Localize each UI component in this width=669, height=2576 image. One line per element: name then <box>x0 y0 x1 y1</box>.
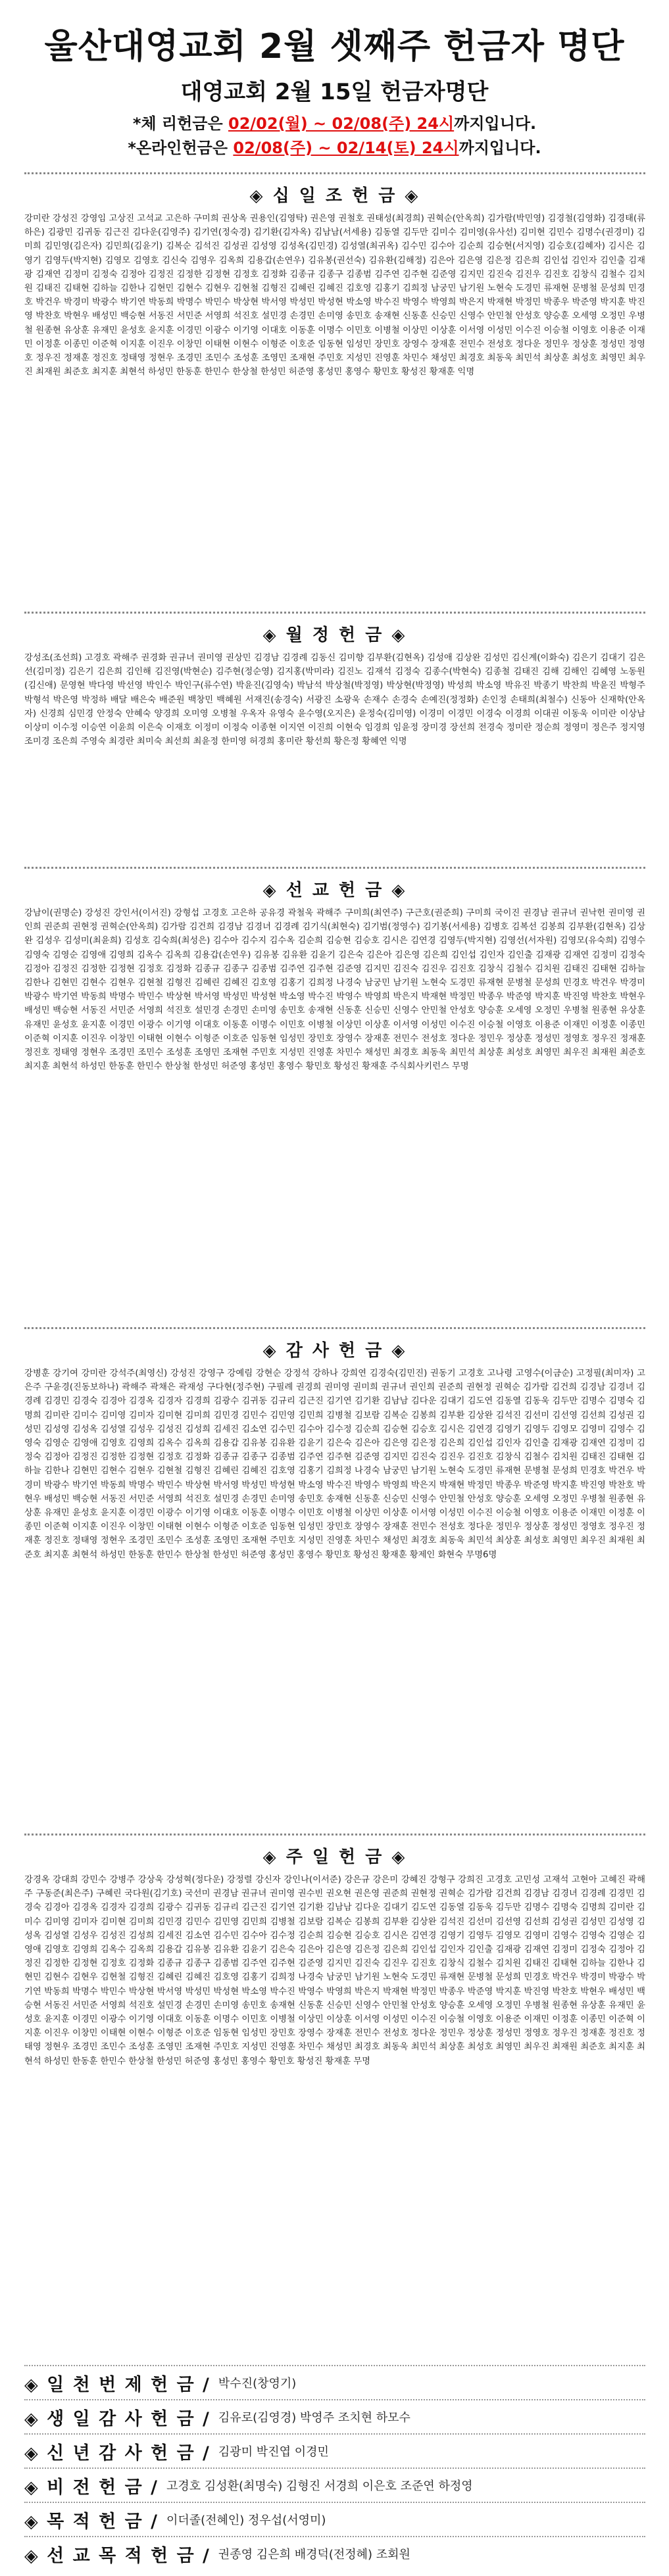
section-monthly <box>24 612 645 887</box>
summary-label: ◈ 선 교 목 적 헌 금 / <box>24 2545 211 2566</box>
section-divider <box>24 1834 645 1835</box>
section-names: 강미란 강성진 강영임 고상진 고석교 고은하 구미희 권상옥 권용인(김영탁) 권은영 권철호 권태성(최경희) 권혁순(안옥희) 김가람(박민영) 김경철(김영화) 김경태(류하은) 김광민 김귀동 김근진 김다운(김영주) 김기연(정숙경) 김기환(김자옥) 김남남(서세용) 김동열 김두만 김미수 김미영(유사선) 김미현 김민수 김명수(권경미) 김미희 김민영(김은자) 김민희(김윤기) 김복순 김석진 김성권 김성영 김성옥(김민경) 김성열(최귀옥) 김수민 김수아 김순희 김승현(서지영) 김승호(김혜자) 김시은 김영기 김영두(박지현) 김영모 김영호 김신숙 김영우 김옥희 김용갑(손연우) 김유봉(권선숙) 김유환(김해정) 김은아 김은영 김은정 김은희 김인섭 김인자 김인출 김재광 김재연 김정미 김정숙 김정아 김정진 김정한 김정현 김정호 김정화 김종규 김종구 김종범 김주연 김주현 김준영 김지민 김진숙 김진우 김진호 김창식 김철수 김치원 김태진 김태현 김하늘 김한나 김현민 김현수 김현우 김현철 김형진 김혜린 김혜진 김호영 김홍기 김희정 남궁민 남기원 노현숙 도경민 류재현 문병철 문성희 민경호 박건우 박경미 박광수 박기연 박동희 박명수 박민수 박상현 박서영 박성민 박성현 박소영 박수진 박영수 박영희 박은지 박재현 박정민 박종우 박준영 박지훈 박진영 박찬호 박현우 배성민 백승현 서동진 서민준 서영희 석진호 설민경 손경민 손미영 송민호 송재현 신동훈 신승민 신영수 안민철 안성호 양승훈 오세영 오정민 우병철 원종현 유상훈 유재민 윤성호 윤지훈 이경민 이광수 이기영 이대호 이동훈 이명수 이민호 이병철 이상민 이상훈 이서영 이성민 이수진 이승철 이영호 이용준 이재민 이정훈 이종민 이준혁 이지훈 이진우 이창민 이태현 이현수 이형준 이호준 임동현 임성민 장민호 장영수 장재훈 전민수 전성호 정다운 정민우 정상훈 정성민 정영호 정우진 정재훈 정진호 정태영 정현우 조경민 조민수 조성훈 조영민 조재현 주민호 지성민 진영훈 차민수 채성민 최경호 최동욱 최민석 최상훈 최성호 최영민 최우진 최재원 최준호 최지훈 최현석 하성민 한동훈 한민수 한상철 한성민 허준영 홍성민 홍영수 황민호 황성진 황재훈 익명 <box>24 214 645 377</box>
summary-label: ◈ 생 일 감 사 헌 금 / <box>24 2408 211 2429</box>
summary-names: 박수진(창영기) <box>218 2377 297 2391</box>
summary-row <box>24 2433 645 2467</box>
summary-names: 김유로(김영경) 박영주 조치현 하모수 <box>218 2411 410 2425</box>
summary-row <box>24 2467 645 2502</box>
section-names: 강남이(권명순) 강성진 강인서(이서진) 강형섭 고경호 고은하 공유경 곽철욱 곽해주 구미희(최연주) 구근호(권준희) 구미희 국이진 권경남 권규녀 권낙헌 권미영 권인희 권준희 권현정 권혁순(안옥희) 김가람 김건희 김경남 김경녀 김경례 김기식(최현숙) 김기범(정영수) 김기봉(서세용) 김병호 김복선 김봉희 김부환(김현옥) 김상완 김성우 김성미(최윤희) 김성호 김숙희(최성은) 김수아 김수지 김수옥 김순희 김승현 김승호 김시은 김연경 김영두(박지현) 김영선(서자원) 김영모(유숙희) 김영수 김영숙 김영순 김영애 김영희 김옥수 김옥희 김용갑(손연우) 김유봉 김유환 김윤기 김은숙 김은아 김은영 김은희 김인섭 김인자 김인출 김재광 김재연 김정미 김정숙 김정아 김정진 김정한 김정현 김정호 김정화 김종규 김종구 김종범 김주연 김주현 김준영 김지민 김진숙 김진우 김진호 김창식 김철수 김치원 김태진 김태현 김하늘 김한나 김현민 김현수 김현우 김현철 김형진 김혜린 김혜진 김호영 김홍기 김희정 나경숙 남궁민 남기원 노현숙 도경민 류재현 문병철 문성희 민경호 박건우 박경미 박광수 박기연 박동희 박명수 박민수 박상현 박서영 박성민 박성현 박소영 박수진 박영수 박영희 박은지 박재현 박정민 박종우 박준영 박지훈 박진영 박찬호 박현우 배성민 백승현 서동진 서민준 서영희 석진호 설민경 손경민 손미영 송민호 송재현 신동훈 신승민 신영수 안민철 안성호 양승훈 오세영 오정민 우병철 원종현 유상훈 유재민 윤성호 윤지훈 이경민 이광수 이기영 이대호 이동훈 이명수 이민호 이병철 이상민 이상훈 이서영 이성민 이수진 이승철 이영호 이용준 이재민 이정훈 이종민 이준혁 이지훈 이진우 이창민 이태현 이현수 이형준 이호준 임동현 임성민 장민호 장영수 장재훈 전민수 전성호 정다운 정민우 정상훈 정성민 정영호 정우진 정재훈 정진호 정태영 정현우 조경민 조민수 조성훈 조영민 조재현 주민호 지성민 진영훈 차민수 채성민 최경호 최동욱 최민석 최상훈 최성호 최영민 최우진 최재원 최준호 최지훈 최현석 하성민 한동훈 한민수 한상철 한성민 허준영 홍성민 홍영수 황민호 황성진 황재훈 주식회사키런스 무명 <box>24 908 645 1072</box>
section-thanks <box>24 1327 645 1853</box>
summary-names: 권종영 김은희 배경덕(전정혜) 조회원 <box>218 2548 410 2562</box>
notice-online-suffix: 까지입니다. <box>458 139 541 157</box>
summary-names: 고경호 김성환(최명숙) 김형진 서경희 이은호 조준연 하정영 <box>166 2479 473 2493</box>
summary-list <box>24 2365 645 2570</box>
notice-transfer-suffix: 까지입니다. <box>454 114 537 133</box>
section-tithe <box>24 172 645 633</box>
notice-online-range: 02/08(주) ~ 02/14(토) 24시 <box>233 139 459 157</box>
summary-label: ◈ 일 천 번 제 헌 금 / <box>24 2374 211 2395</box>
section-sunday <box>24 1834 645 2373</box>
section-heading: ◈ 월 정 헌 금 ◈ <box>262 625 407 645</box>
section-divider <box>24 172 645 174</box>
summary-row <box>24 2399 645 2433</box>
page-title: 울산대영교회 2월 셋째주 헌금자 명단 <box>44 27 625 66</box>
section-names: 강경옥 강대희 강민수 강병주 강상욱 강성혁(정다운) 강정렬 강신자 강인나(이서준) 강은규 강은미 강혜진 강형구 강희진 고경호 고민성 고재석 고현아 고혜진 곽해주 구동준(최은주) 구혜린 국다원(김기호) 국선미 권경남 권규녀 권미영 권수빈 권오현 권은영 권준희 권현정 권혁순 김가람 김건희 김경남 김경녀 김경례 김경민 김경숙 김경아 김경옥 김경자 김경희 김광수 김귀동 김규리 김근진 김기연 김기환 김남남 김다운 김대기 김도연 김동열 김동욱 김두만 김명수 김명숙 김명희 김미란 김미수 김미영 김미자 김미현 김미희 김민경 김민수 김민영 김민희 김병철 김보람 김복순 김봉희 김부환 김상완 김석진 김선미 김선영 김선희 김성권 김성민 김성영 김성옥 김성열 김성우 김성진 김성희 김세진 김소연 김수민 김수아 김수정 김순희 김승현 김승호 김시은 김연경 김영기 김영두 김영모 김영미 김영수 김영숙 김영순 김영애 김영호 김영희 김옥수 김옥희 김용갑 김유봉 김유환 김윤기 김은숙 김은아 김은영 김은정 김은희 김인섭 김인자 김인출 김재광 김재연 김정미 김정숙 김정아 김정진 김정한 김정현 김정호 김정화 김종규 김종구 김종범 김주연 김주현 김준영 김지민 김진숙 김진우 김진호 김창식 김철수 김치원 김태진 김태현 김하늘 김한나 김현민 김현수 김현우 김현철 김형진 김혜린 김혜진 김호영 김홍기 김희정 나경숙 남궁민 남기원 노현숙 도경민 류재현 문병철 문성희 민경호 박건우 박경미 박광수 박기연 박동희 박명수 박민수 박상현 박서영 박성민 박성현 박소영 박수진 박영수 박영희 박은지 박재현 박정민 박종우 박준영 박지훈 박진영 박찬호 박현우 배성민 백승현 서동진 서민준 서영희 석진호 설민경 손경민 손미영 송민호 송재현 신동훈 신승민 신영수 안민철 안성호 양승훈 오세영 오정민 우병철 원종현 유상훈 유재민 윤성호 윤지훈 이경민 이광수 이기영 이대호 이동훈 이명수 이민호 이병철 이상민 이상훈 이서영 이성민 이수진 이승철 이영호 이용준 이재민 이정훈 이종민 이준혁 이지훈 이진우 이창민 이태현 이현수 이형준 이호준 임동현 임성민 장민호 장영수 장재훈 전민수 전성호 정다운 정민우 정상훈 정성민 정영호 정우진 정재훈 정진호 정태영 정현우 조경민 조민수 조성훈 조영민 조재현 주민호 지성민 진영훈 차민수 채성민 최경호 최동욱 최민석 최상훈 최성호 최영민 최우진 최재원 최준호 최지훈 최현석 하성민 한동훈 한민수 한상철 한성민 허준영 홍성민 홍영수 황민호 황성진 황재훈 무명 <box>24 1875 645 2066</box>
section-heading: ◈ 십 일 조 헌 금 ◈ <box>249 186 420 206</box>
section-heading: ◈ 주 일 헌 금 ◈ <box>262 1847 407 1867</box>
summary-names: 이더졸(전혜인) 정우섭(서영미) <box>166 2514 326 2527</box>
section-divider <box>24 867 645 869</box>
notice-transfer-prefix: *체 리헌금은 <box>132 114 228 133</box>
section-mission <box>24 867 645 1347</box>
summary-row <box>24 2502 645 2536</box>
summary-names: 김광미 박진엽 이경민 <box>218 2445 329 2459</box>
summary-label: ◈ 비 전 헌 금 / <box>24 2477 159 2498</box>
section-names: 강성조(조선희) 고경호 곽해주 권경화 권규녀 권미영 권상민 김경남 김경례 김동신 김미향 김부환(김현옥) 김성애 김상완 김성민 김신계(이화숙) 김은기 김대기 김은선(김미정) 김은기 김은희 김인해 김진영(박현순) 김주현(정순영) 김지홍(박미라) 김진노 김재석 김정숙 김종수(박현숙) 김종철 김태진 김해 김해인 김혜영 노동원(김신애) 문영현 박다영 박선영 박인수 박인구(류수연) 박윤진(김영숙) 박남석 박상철(박정영) 박상현(박정영) 박성희 박소영 박유진 박종기 박찬희 박윤진 박형주 박형석 박은영 박정하 배달 배은숙 배준원 백창민 백혜원 서재진(송경숙) 서광진 소광욱 손재수 손경숙 손예진(정정화) 손인정 손태희(최철수) 신동아 신재학(안옥자) 신경희 심민경 안정숙 안혜숙 양경희 오미영 오병철 우옥자 유영숙 윤수영(오지은) 윤정숙(김미영) 이경미 이경민 이경숙 이경희 이대권 이동욱 이미란 이상남 이상미 이수정 이승연 이윤희 이은숙 이재호 이정미 이정숙 이종현 이지연 이진희 이현숙 임경희 임윤정 장미경 장선희 전경숙 정미란 정순희 정영미 정은주 정지영 조미경 조은희 주영숙 최경란 최미숙 최선희 최윤정 한미영 허경희 홍미란 황선희 황은정 황혜연 익명 <box>24 653 645 747</box>
section-heading: ◈ 감 사 헌 금 ◈ <box>262 1341 407 1361</box>
section-divider <box>24 1327 645 1329</box>
section-divider <box>24 612 645 614</box>
notice-online-period <box>0 135 669 158</box>
page-subtitle: 대영교회 2월 15일 헌금자명단 <box>180 79 489 105</box>
section-names: 강병훈 강기여 강미란 강석주(최영신) 강성진 강영구 강예림 강현순 강정석 강하나 강희연 김경숙(김민진) 권동기 고경호 고나령 고영수(이금순) 고정필(최미자) 고은주 구윤경(진동보하나) 곽해주 곽채은 곽재성 구다현(정주현) 구필례 권경희 권미영 권미희 권규녀 권인희 권준희 권현정 권혁순 김가람 김건희 김경남 김경녀 김경례 김경민 김경숙 김경아 김경옥 김경자 김경희 김광수 김귀동 김규리 김근진 김기연 김기환 김남남 김다운 김대기 김도연 김동열 김동욱 김두만 김명수 김명숙 김명희 김미란 김미수 김미영 김미자 김미현 김미희 김민경 김민수 김민영 김민희 김병철 김보람 김복순 김봉희 김부환 김상완 김석진 김선미 김선영 김선희 김성권 김성민 김성영 김성옥 김성열 김성우 김성진 김성희 김세진 김소연 김수민 김수아 김수정 김순희 김승현 김승호 김시은 김연경 김영기 김영두 김영모 김영미 김영수 김영숙 김영순 김영애 김영호 김영희 김옥수 김옥희 김용갑 김유봉 김유환 김윤기 김은숙 김은아 김은영 김은정 김은희 김인섭 김인자 김인출 김재광 김재연 김정미 김정숙 김정아 김정진 김정한 김정현 김정호 김정화 김종규 김종구 김종범 김주연 김주현 김준영 김지민 김진숙 김진우 김진호 김창식 김철수 김치원 김태진 김태현 김하늘 김한나 김현민 김현수 김현우 김현철 김형진 김혜린 김혜진 김호영 김홍기 김희정 나경숙 남궁민 남기원 노현숙 도경민 류재현 문병철 문성희 민경호 박건우 박경미 박광수 박기연 박동희 박명수 박민수 박상현 박서영 박성민 박성현 박소영 박수진 박영수 박영희 박은지 박재현 박정민 박종우 박준영 박지훈 박진영 박찬호 박현우 배성민 백승현 서동진 서민준 서영희 석진호 설민경 손경민 손미영 송민호 송재현 신동훈 신승민 신영수 안민철 안성호 양승훈 오세영 오정민 우병철 원종현 유상훈 유재민 윤성호 윤지훈 이경민 이광수 이기영 이대호 이동훈 이명수 이민호 이병철 이상민 이상훈 이서영 이성민 이수진 이승철 이영호 이용준 이재민 이정훈 이종민 이준혁 이지훈 이진우 이창민 이태현 이현수 이형준 이호준 임동현 임성민 장민호 장영수 장재훈 전민수 전성호 정다운 정민우 정상훈 정성민 정영호 정우진 정재훈 정진호 정태영 정현우 조경민 조민수 조성훈 조영민 조재현 주민호 지성민 진영훈 차민수 채성민 최경호 최동욱 최민석 최상훈 최성호 최영민 최우진 최재원 최준호 최지훈 최현석 하성민 한동훈 한민수 한상철 한성민 허준영 홍성민 홍영수 황민호 황성진 황재훈 황제인 화현숙 무명6명 <box>24 1369 645 1560</box>
summary-row <box>24 2536 645 2570</box>
summary-row <box>24 2365 645 2399</box>
notice-transfer-range: 02/02(월) ~ 02/08(주) 24시 <box>228 114 455 133</box>
summary-label: ◈ 신 년 감 사 헌 금 / <box>24 2442 211 2464</box>
notice-online-prefix: *온라인헌금은 <box>128 139 234 157</box>
summary-label: ◈ 목 적 헌 금 / <box>24 2511 159 2532</box>
section-heading: ◈ 선 교 헌 금 ◈ <box>262 881 407 900</box>
notice-transfer-period <box>0 110 669 134</box>
